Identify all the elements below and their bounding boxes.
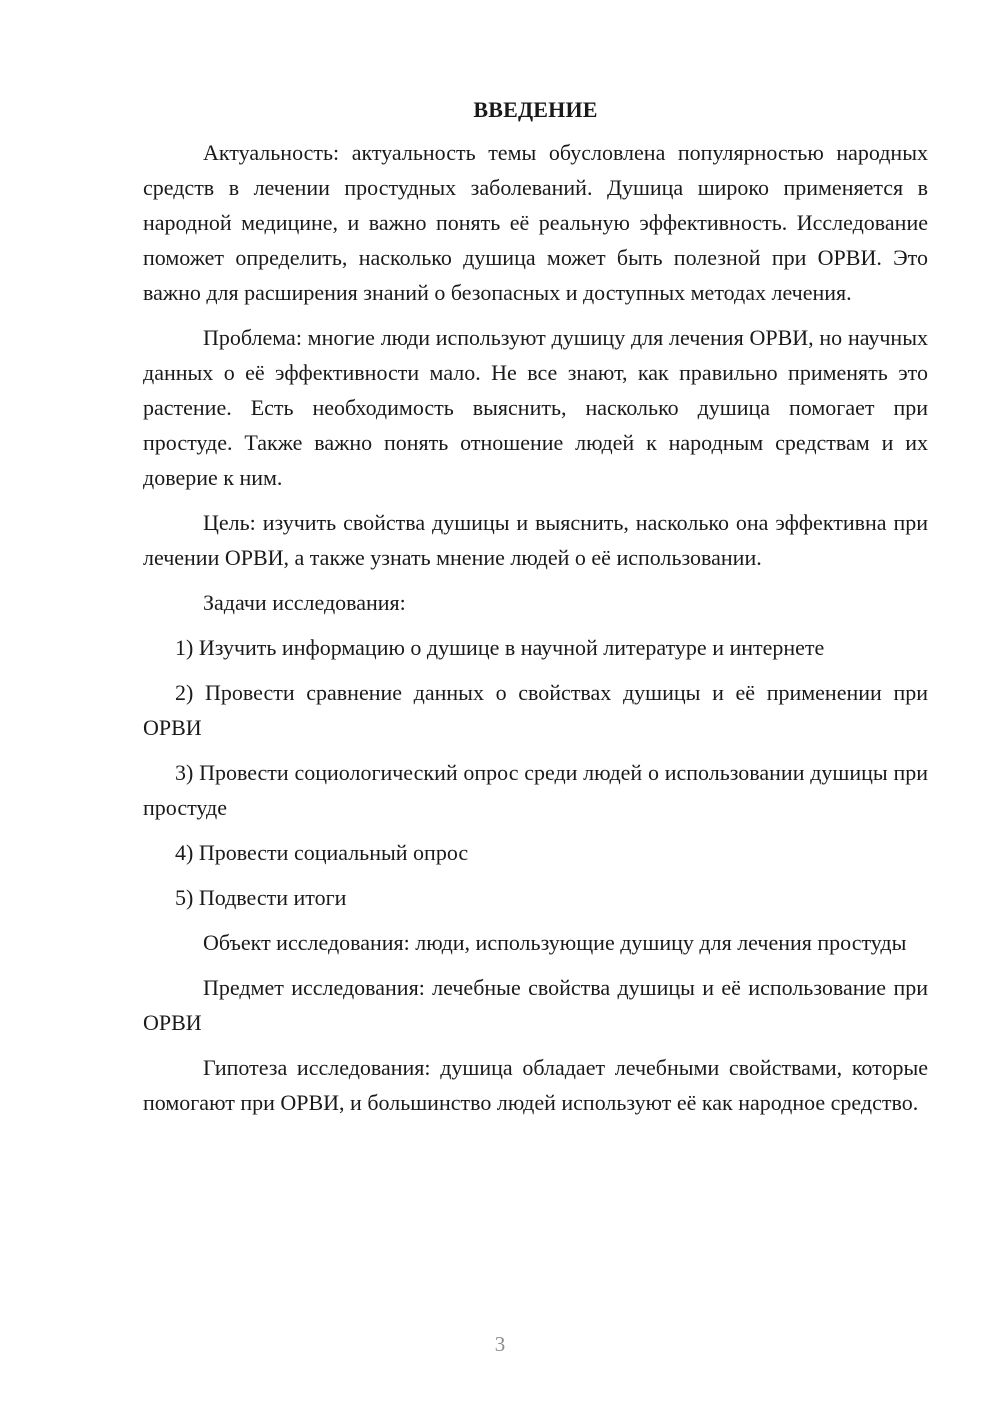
task-item-3: 3) Провести социологический опрос среди людей о использовании душицы при простуде xyxy=(143,760,928,820)
task-item-5: 5) Подвести итоги xyxy=(175,885,347,910)
problem-paragraph: Проблема: многие люди используют душицу для лечения ОРВИ, но научных данных о её эффективности мало. Не все знают, как правильно применять это растение. Есть необходимость выяснить, насколько душица помогает при простуде. Также важно понять отношение людей к народным средствам и их доверие к ним. xyxy=(143,325,928,490)
page-title: ВВЕДЕНИЕ xyxy=(473,97,598,122)
goal-paragraph: Цель: изучить свойства душицы и выяснить, насколько она эффективна при лечении ОРВИ, а также узнать мнение людей о её использовании. xyxy=(143,510,928,570)
tasks-heading: Задачи исследования: xyxy=(203,590,406,615)
subject-paragraph: Предмет исследования: лечебные свойства душицы и её использование при ОРВИ xyxy=(143,975,928,1035)
hypothesis-paragraph: Гипотеза исследования: душица обладает лечебными свойствами, которые помогают при ОРВИ, и большинство людей используют её как народное средство. xyxy=(143,1055,928,1115)
task-item-1: 1) Изучить информацию о душице в научной литературе и интернете xyxy=(175,635,825,660)
task-item-4: 4) Провести социальный опрос xyxy=(175,840,469,865)
page-number: 3 xyxy=(494,1332,506,1356)
document-page xyxy=(143,92,928,1120)
task-item-2: 2) Провести сравнение данных о свойствах душицы и её применении при ОРВИ xyxy=(143,680,928,740)
object-paragraph: Объект исследования: люди, использующие душицу для лечения простуды xyxy=(203,930,907,955)
relevance-paragraph: Актуальность: актуальность темы обусловлена популярностью народных средств в лечении простудных заболеваний. Душица широко применяется в народной медицине, и важно понять её реальную эффективность. Исследование поможет определить, насколько душица может быть полезной при ОРВИ. Это важно для расширения знаний о безопасных и доступных методах лечения. xyxy=(143,140,928,305)
